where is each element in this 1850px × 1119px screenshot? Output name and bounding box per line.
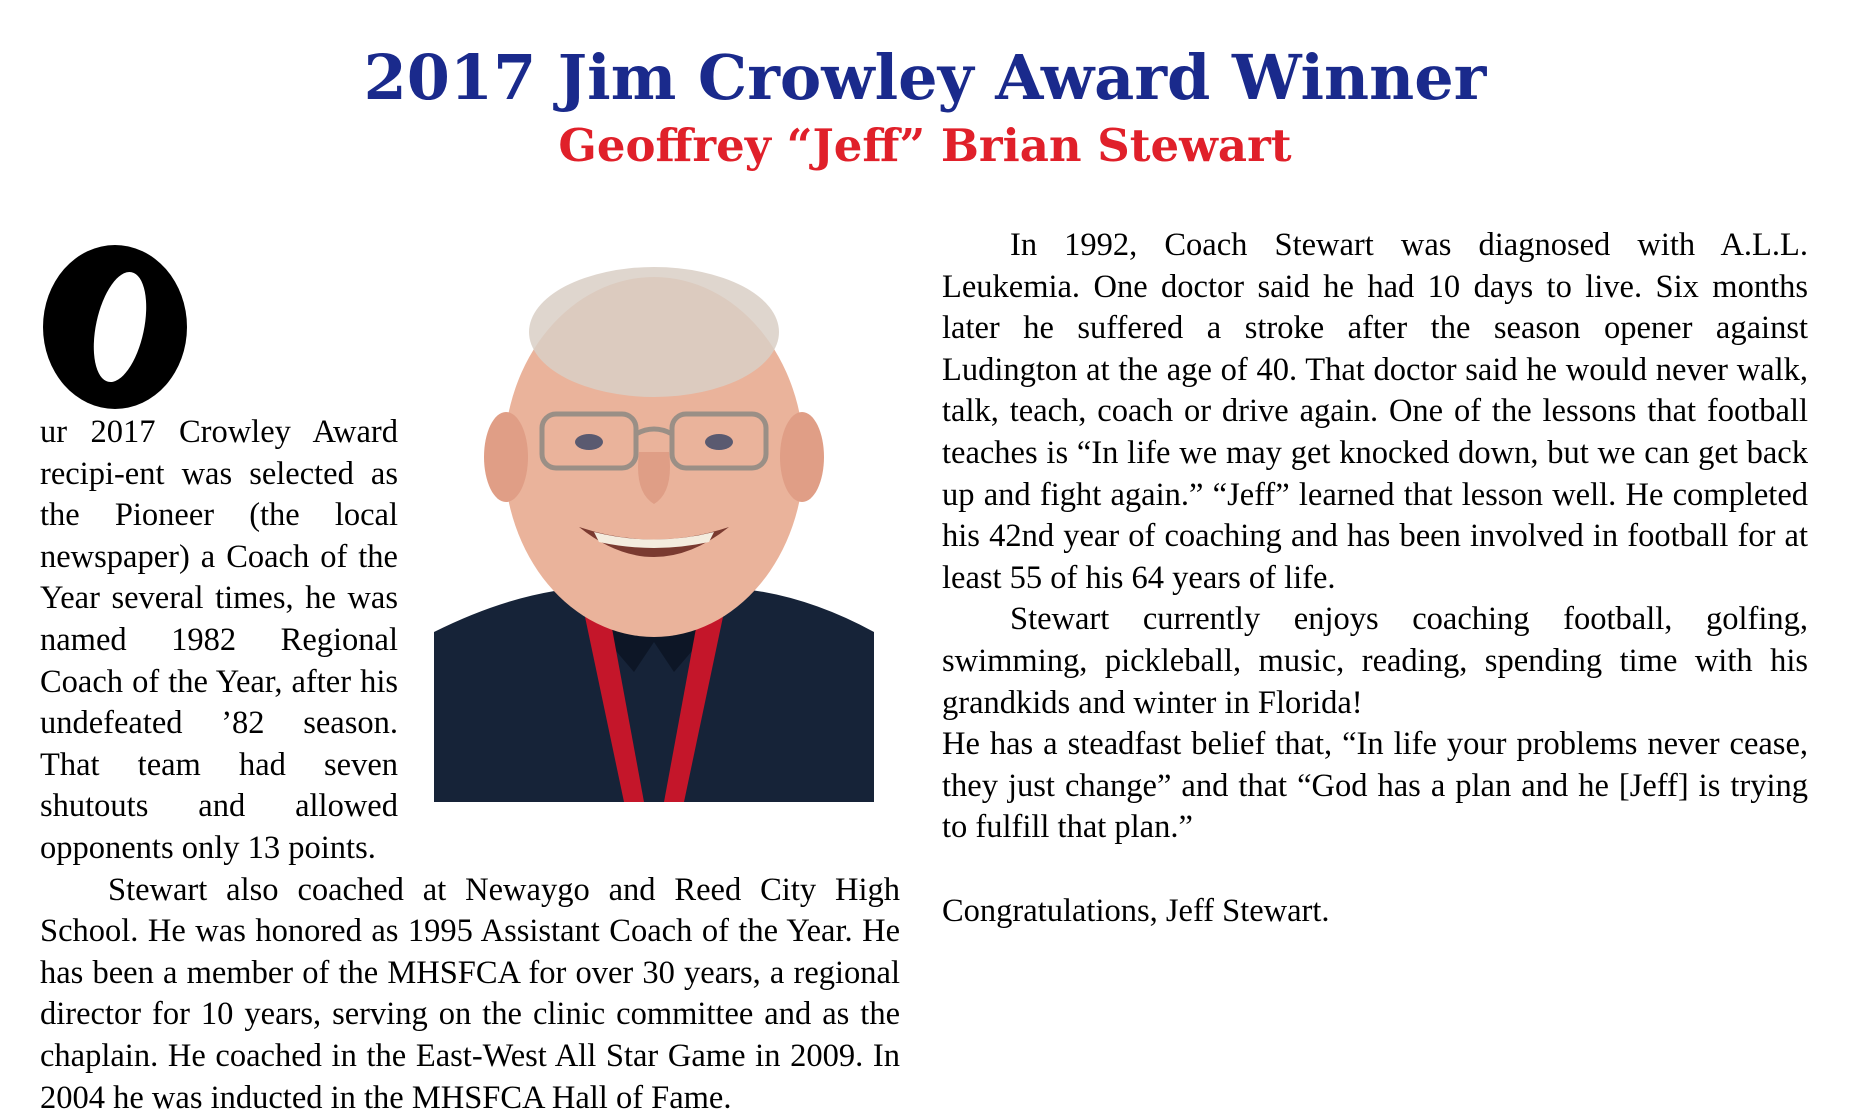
right-column: [942, 225, 1808, 1065]
intro-text: ur 2017 Crowley Award recipi-ent was selected as the Pioneer (the local newspaper) a Coach of the Year several times, he was named 1982 Regional Coach of the Year, after his undefeated ’82 season. That team had seven shutouts and allowed opponents only 13 points.: [40, 414, 398, 866]
paragraph-coaching-history: Stewart also coached at Newaygo and Reed City High School. He was honored as 1995 Assistant Coach of the Year. He has been a member of the MHSFCA for over 30 years, a regional director for 10 years, serving on the clinic committee and as the chaplain. He coached in the East-West All Star Game in 2009. In 2004 he was inducted in the MHSFCA Hall of Fame.: [40, 871, 900, 1116]
left-column: [40, 232, 900, 1116]
closing-line: Congratulations, Jeff Stewart.: [942, 892, 1330, 929]
paragraph-gap: [942, 849, 1808, 891]
paragraph-hobbies: Stewart currently enjoys coaching football, golfing, swimming, pickleball, music, reading, spending time with his grandkids and winter in Florida!: [942, 601, 1808, 721]
award-title: 2017 Jim Crowley Award Winner: [363, 41, 1487, 114]
drop-cap-letter: [40, 242, 190, 412]
portrait-photo-icon: [434, 242, 874, 802]
intro-paragraph: [40, 412, 398, 870]
paragraph-leukemia: In 1992, Coach Stewart was diagnosed with A.L.L. Leukemia. One doctor said he had 10 days to live. Six months later he suffered a stroke after the season opener against Ludington at the age of 40. That doctor said he would never walk, talk, teach, coach or drive again. One of the lessons that football teaches is “In life we may get knocked down, but we can get back up and fight again.” “Jeff” learned that lesson well. He completed his 42nd year of coaching and has been involved in football for at least 55 of his 64 years of life.: [942, 227, 1808, 596]
drop-cap: [40, 242, 190, 412]
winner-name: Geoffrey “Jeff” Brian Stewart: [558, 119, 1292, 172]
paragraph-belief: He has a steadfast belief that, “In life your problems never cease, they just change” and that “God has a plan and he [Jeff] is trying to fulfill that plan.”: [942, 726, 1808, 846]
portrait-photo: [434, 242, 874, 802]
